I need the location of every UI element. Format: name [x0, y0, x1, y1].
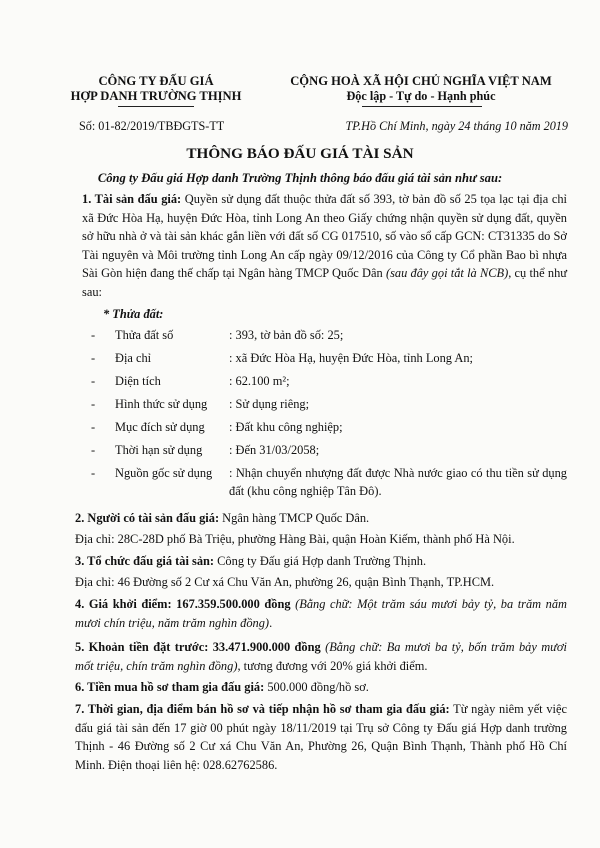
row-value: : Đến 31/03/2058; [229, 442, 320, 457]
table-row [91, 326, 567, 349]
row-key: Nguồn gốc sử dụng [115, 465, 213, 480]
row-dash: - [91, 327, 96, 342]
section-6-text: 500.000 đồng/hồ sơ. [264, 680, 369, 695]
section-2-text: Ngân hàng TMCP Quốc Dân. [219, 510, 370, 525]
section-6 [75, 678, 567, 697]
motto-underline [362, 106, 482, 107]
section-4-tail: . [269, 615, 273, 630]
row-dash: - [91, 442, 96, 457]
issuer-name-line2: HỢP DANH TRƯỜNG THỊNH [70, 89, 242, 103]
issuer-name-line1: CÔNG TY ĐẤU GIÁ [98, 74, 214, 88]
row-key: Diện tích [115, 373, 161, 388]
row-value: : 62.100 m²; [229, 373, 290, 388]
issuer-header [56, 74, 256, 104]
place-and-date: TP.Hồ Chí Minh, ngày 24 tháng 10 năm 2019 [345, 119, 568, 133]
section-3-label: 3. Tổ chức đấu giá tài sản: [75, 553, 215, 568]
section-3-text: Công ty Đấu giá Hợp danh Trường Thịnh. [214, 553, 427, 568]
row-key: Mục đích sử dụng [115, 419, 205, 434]
section-5-label: 5. Khoản tiền đặt trước: 33.471.900.000 đồng [75, 640, 321, 655]
table-row [91, 372, 567, 395]
table-row [91, 464, 567, 505]
row-dash: - [91, 350, 96, 365]
row-key: Địa chỉ [115, 350, 152, 365]
row-value: : xã Đức Hòa Hạ, huyện Đức Hòa, tỉnh Long An; [229, 350, 473, 365]
section-3 [75, 552, 567, 571]
nation-header [262, 74, 580, 104]
row-key: Thời hạn sử dụng [115, 442, 203, 457]
row-dash: - [91, 373, 96, 388]
section-5 [75, 638, 567, 675]
section-2-label: 2. Người có tài sản đấu giá: [75, 510, 220, 525]
section-4-label: 4. Giá khởi điểm: 167.359.500.000 đồng [75, 596, 291, 611]
issuer-underline [118, 106, 194, 107]
section-1 [75, 190, 567, 302]
section-1-text: Quyền sử dụng đất thuộc thửa đất số 393, tờ bản đồ số 25 tọa lạc tại địa chỉ xã Đức Hòa Hạ, huyện Đức Hòa, tỉnh Long An theo Giấy chứng nhận quyền sử dụng đất, quyền sở hữu nhà ở và tài sản khác gắn liền với đất số CG 017510, số vào sổ cấp GCN: CT31335 do Sở Tài nguyên và Môi trường tỉnh Long An cấp ngày 09/12/2016 của Công ty Cổ phần Bao bì nhựa Sài Gòn hiện đang thế chấp tại Ngân hàng TMCP Quốc Dân [82, 192, 567, 281]
row-value: : Nhận chuyển nhượng đất được Nhà nước giao có thu tiền sử dụng đất (khu công nghiệp Tân Đô). [229, 465, 567, 498]
table-row [91, 441, 567, 464]
section-7-text: Từ ngày niêm yết việc đấu giá tài sản đến 17 giờ 00 phút ngày 18/11/2019 tại Trụ sở Công ty Đấu giá Hợp danh trường Thịnh - 46 Đường số 2 Cư xá Chu Văn An, Phường 26, Quận Bình Thạnh, Thành phố Hồ Chí Minh. Điện thoại liên hệ: 028.62762586. [75, 701, 567, 772]
row-value: : Đất khu công nghiệp; [229, 419, 343, 434]
section-7-label: 7. Thời gian, địa điểm bán hồ sơ và tiếp nhận hồ sơ tham gia đấu giá: [75, 701, 450, 716]
parcel-subheading: * Thửa đất: [103, 306, 164, 321]
section-1-tail: , cụ thể như sau: [82, 266, 567, 299]
section-6-label: 6. Tiền mua hồ sơ tham gia đấu giá: [75, 680, 265, 695]
section-3-address: Địa chỉ: 46 Đường số 2 Cư xá Chu Văn An, phường 26, quận Bình Thạnh, TP.HCM. [75, 575, 495, 590]
section-1-note: (sau đây gọi tắt là NCB) [385, 266, 509, 281]
table-row [91, 395, 567, 418]
section-1-label: 1. Tài sản đấu giá: [82, 192, 182, 206]
row-dash: - [91, 419, 96, 434]
row-dash: - [91, 396, 96, 411]
section-4-words: (Bằng chữ: Một trăm sáu mươi bảy tỷ, ba trăm năm mươi chín triệu, năm trăm nghìn đồng) [75, 596, 568, 630]
document-title: THÔNG BÁO ĐẤU GIÁ TÀI SẢN [186, 145, 414, 162]
table-row [91, 418, 567, 441]
section-5-tail: , tương đương với 20% giá khởi điểm. [237, 658, 428, 673]
row-value: : 393, tờ bản đồ số: 25; [229, 327, 344, 342]
document-body [75, 190, 567, 777]
section-4 [75, 595, 567, 632]
reference-number: Số: 01-82/2019/TBĐGTS-TT [79, 119, 225, 133]
row-dash: - [91, 465, 96, 480]
row-value: : Sử dụng riêng; [229, 396, 310, 411]
section-5-words: (Bằng chữ: Ba mươi ba tỷ, bốn trăm bảy mươi mốt triệu, chín trăm nghìn đồng) [75, 640, 567, 673]
section-7 [75, 700, 567, 774]
section-2-address: Địa chỉ: 28C-28D phố Bà Triệu, phường Hàng Bài, quận Hoàn Kiếm, thành phố Hà Nội. [75, 532, 515, 547]
intro-line: Công ty Đấu giá Hợp danh Trường Thịnh thông báo đấu giá tài sản như sau: [97, 171, 503, 185]
row-key: Thửa đất số [115, 327, 174, 342]
table-row [91, 349, 567, 372]
section-2 [75, 509, 567, 528]
nation-motto: Độc lập - Tự do - Hạnh phúc [346, 89, 496, 103]
parcel-details-table [91, 326, 567, 505]
row-key: Hình thức sử dụng [115, 396, 208, 411]
nation-name: CỘNG HOÀ XÃ HỘI CHỦ NGHĨA VIỆT NAM [290, 74, 552, 88]
